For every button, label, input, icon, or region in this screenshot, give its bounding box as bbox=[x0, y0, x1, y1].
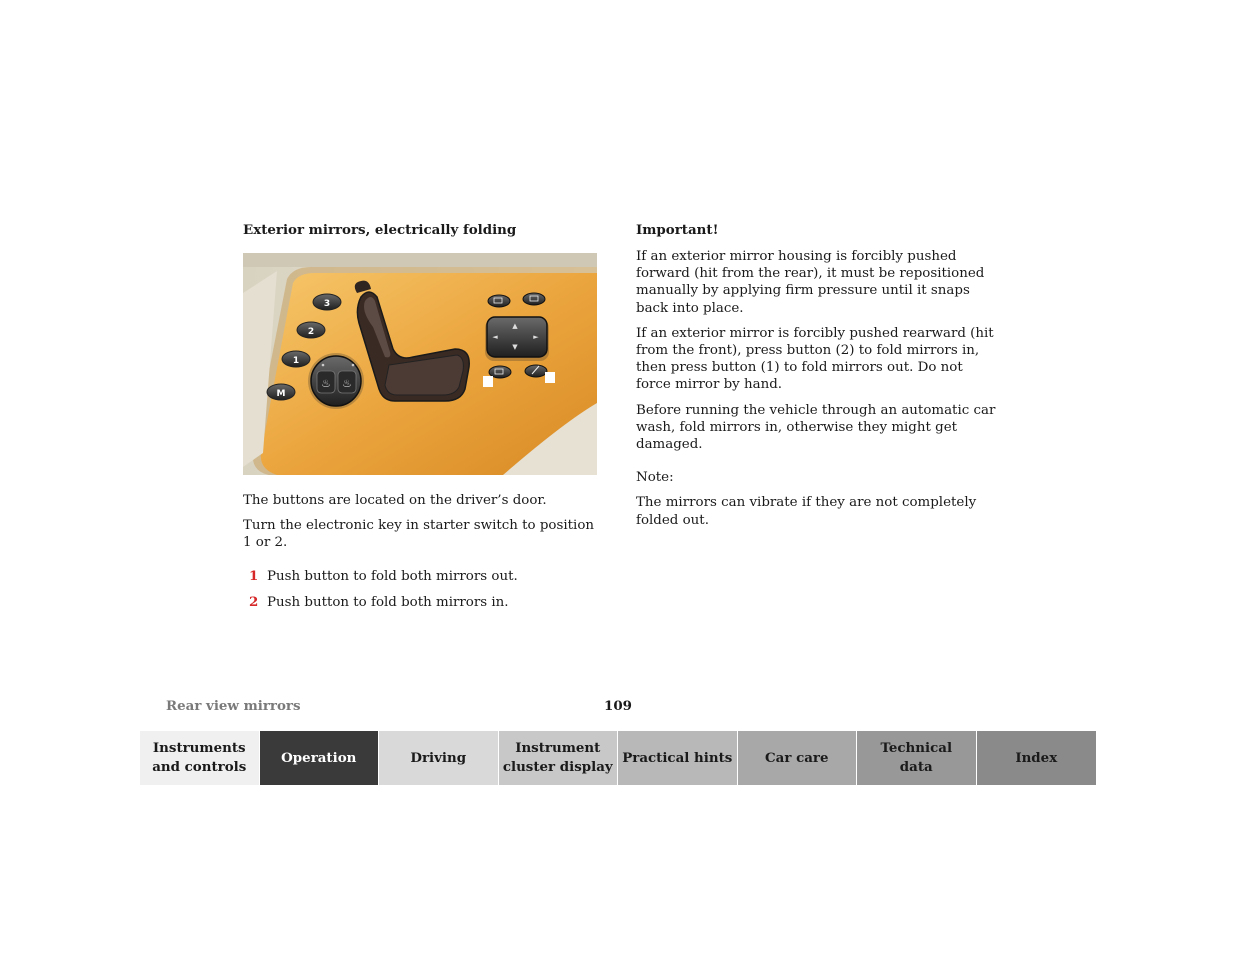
page-number: 109 bbox=[604, 698, 632, 714]
nav-tab-driving[interactable]: Driving bbox=[379, 731, 499, 785]
item-number: 1 bbox=[249, 567, 259, 584]
seat-heat-icon: ♨ bbox=[321, 377, 331, 390]
memory-button-2 bbox=[297, 322, 325, 338]
nav-tab-car-care[interactable]: Car care bbox=[738, 731, 858, 785]
nav-tab-index[interactable]: Index bbox=[977, 731, 1097, 785]
section-footer-label: Rear view mirrors bbox=[166, 698, 301, 714]
button-location-text: The buttons are located on the driver’s door. bbox=[243, 493, 547, 508]
svg-text:2: 2 bbox=[307, 327, 315, 337]
svg-text:▲: ▲ bbox=[512, 322, 518, 330]
nav-tab-instrument-cluster-display[interactable]: Instrument cluster display bbox=[499, 731, 619, 785]
item-number: 2 bbox=[249, 593, 259, 610]
svg-text:3: 3 bbox=[323, 299, 331, 309]
important-paragraph-3: Before running the vehicle through an automatic car wash, fold mirrors in, otherwise they might get damaged. bbox=[636, 402, 996, 453]
seat-heater-switch bbox=[308, 353, 364, 409]
left-column bbox=[243, 222, 597, 620]
svg-text:M: M bbox=[276, 389, 286, 399]
nav-tab-operation[interactable]: Operation bbox=[260, 731, 380, 785]
svg-text:►: ► bbox=[533, 333, 539, 341]
callout-marker-1 bbox=[483, 376, 493, 387]
memory-button-1 bbox=[282, 351, 310, 367]
chapter-nav-bar bbox=[140, 731, 1096, 785]
svg-text:1: 1 bbox=[292, 356, 300, 366]
list-item-fold-out bbox=[243, 568, 597, 585]
nav-tab-practical-hints[interactable]: Practical hints bbox=[618, 731, 738, 785]
mirror-fold-out-button bbox=[525, 365, 547, 377]
mirror-select-left-button bbox=[488, 295, 510, 307]
mirror-select-right-button bbox=[523, 293, 545, 305]
memory-button-3 bbox=[313, 294, 341, 310]
svg-text:▼: ▼ bbox=[512, 343, 518, 351]
right-column bbox=[636, 222, 996, 537]
important-paragraph-2: If an exterior mirror is forcibly pushed rearward (hit from the front), press button (2) to fold mirrors in, then press button (1) to fold mirrors out. Do not force mirror by hand. bbox=[636, 325, 994, 393]
note-label: Note: bbox=[636, 470, 674, 486]
important-heading: Important! bbox=[636, 222, 719, 238]
list-item-fold-in bbox=[243, 594, 597, 611]
seat-heat-icon: ♨ bbox=[342, 377, 352, 390]
note-text: The mirrors can vibrate if they are not completely folded out. bbox=[636, 495, 977, 528]
nav-tab-technical-data[interactable]: Technical data bbox=[857, 731, 977, 785]
svg-text:◄: ◄ bbox=[492, 333, 498, 341]
mirror-adjust-switch bbox=[485, 317, 549, 361]
nav-tab-instruments-and-controls[interactable]: Instruments and controls bbox=[140, 731, 260, 785]
key-position-text: Turn the electronic key in starter switch to position 1 or 2. bbox=[243, 518, 595, 551]
section-heading: Exterior mirrors, electrically folding bbox=[243, 222, 517, 238]
item-text: Push button to fold both mirrors out. bbox=[267, 568, 518, 584]
important-paragraph-1: If an exterior mirror housing is forcibly pushed forward (hit from the rear), it must be repositioned manually by applying firm pressure until it snaps back into place. bbox=[636, 249, 985, 316]
door-controls-illustration bbox=[243, 253, 597, 475]
callout-marker-2 bbox=[545, 372, 555, 383]
item-text: Push button to fold both mirrors in. bbox=[267, 594, 509, 610]
memory-button-m bbox=[267, 384, 295, 400]
